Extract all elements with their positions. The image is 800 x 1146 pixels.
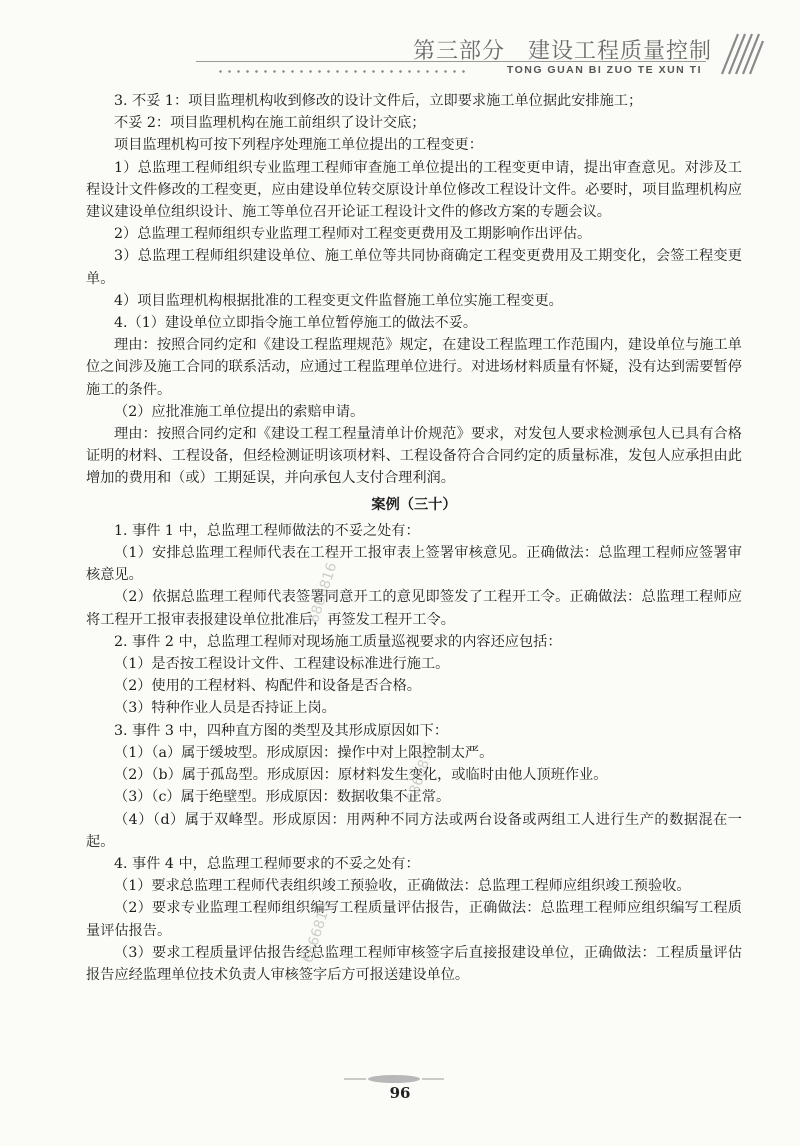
text-paragraph: 3. 不妥 1：项目监理机构收到修改的设计文件后，立即要求施工单位据此安排施工； [114,93,643,109]
text-paragraph: （1）是否按工程设计文件、工程建设标准进行施工。 [114,656,450,673]
text-paragraph: （1）（a）属于缓坡型。形成原因：操作中对上限控制太严。 [114,744,494,761]
text-paragraph: （1）安排总监理工程师代表在工程开工报审表上签署审核意见。正确做法：总监理工程师应签署审核意见。 [86,545,742,584]
watermark: 6866816 [306,560,341,625]
page-header [0,0,800,92]
text-paragraph: （3）要求工程质量评估报告经总监理工程师审核签字后直接报建设单位，正确做法：工程质量评估报告应经监理单位技术负责人审核签字后方可报送建设单位。 [86,944,742,983]
text-paragraph: 1）总监理工程师组织专业监理工程师审查施工单位提出的工程变更申请，提出审查意见。对涉及工程设计文件修改的工程变更，应由建设单位转交原设计单位修改工程设计文件。必要时，项目监理机构应建议建设单位组织设计、施工等单位召开论证工程设计文件的修改方案的专题会议。 [86,159,742,221]
text-paragraph: 4）项目监理机构根据批准的工程变更文件监督施工单位实施工程变更。 [114,292,563,309]
header-dotted-line [216,70,466,73]
text-paragraph: 1. 事件 1 中，总监理工程师做法的不妥之处有： [114,522,420,539]
text-paragraph: （2）使用的工程材料、构配件和设备是否合格。 [114,678,421,695]
text-paragraph: （2）依据总监理工程师代表签署同意开工的意见即签发了工程开工令。正确做法：总监理工程师应将工程开工报审表报建设单位批准后，再签发工程开工令。 [86,589,742,628]
text-paragraph: （3）（c）属于绝壁型。形成原因：数据收集不正常。 [114,789,451,806]
text-paragraph: （2）（b）属于孤岛型。形成原因：原材料发生变化，或临时由他人顶班作业。 [114,767,608,784]
text-paragraph: 理由：按照合同约定和《建设工程工程量清单计价规范》要求，对发包人要求检测承包人已具有合格证明的材料、工程设备，但经检测证明该项材料、工程设备符合合同约定的质量标准，发包人应承担由此增加的费用和（或）工期延误，并向承包人支付合理利润。 [86,426,742,487]
section-subtitle: TONG GUAN BI ZUO TE XUN TI [506,64,702,76]
text-paragraph: （4）（d）属于双峰型。形成原因：用两种不同方法或两台设备或两组工人进行生产的数据混在一起。 [86,811,742,850]
text-paragraph: 3. 事件 3 中，四种直方图的类型及其形成原因如下： [114,722,449,739]
text-paragraph: 2. 事件 2 中，总监理工程师对现场施工质量巡视要求的内容还应包括： [114,633,562,650]
text-paragraph: 2）总监理工程师组织专业监理工程师对工程变更费用及工期影响作出评估。 [114,226,592,243]
text-paragraph: （1）要求总监理工程师代表组织竣工预验收，正确做法：总监理工程师应组织竣工预验收。 [114,878,691,895]
text-paragraph: （2）应批准施工单位提出的索赔申请。 [114,403,365,420]
header-stripes-icon [716,30,764,78]
answer-text-body [86,90,742,986]
text-paragraph: 4.（1）建设单位立即指令施工单位暂停施工的做法不妥。 [114,315,478,332]
page-number: 96 [389,1084,411,1102]
case-title: 案例（三十） [371,496,457,513]
text-paragraph: 理由：按照合同约定和《建设工程监理规范》规定，在建设工程监理工作范围内，建设单位与施工单位之间涉及施工合同的联系活动，应通过工程监理单位进行。对进场材料质量有怀疑，没有达到需要暂停施工的条件。 [86,337,742,398]
text-paragraph: 4. 事件 4 中，总监理工程师要求的不妥之处有： [114,855,420,872]
watermark: 6866816 [300,900,335,965]
text-paragraph: （3）特种作业人员是否持证上岗。 [114,700,336,717]
watermark: 6866816 [404,740,439,805]
text-paragraph: 不妥 2：项目监理机构在施工前组织了设计交底； [114,115,426,132]
text-paragraph: 3）总监理工程师组织建设单位、施工单位等共同协商确定工程变更费用及工期变化，会签工程变更单。 [86,248,742,287]
text-paragraph: 项目监理机构可按下列程序处理施工单位提出的工程变更： [114,137,483,154]
text-paragraph: （2）要求专业监理工程师组织编写工程质量评估报告，正确做法：总监理工程师应组织编写工程质量评估报告。 [86,900,742,939]
section-title: 第三部分 建设工程质量控制 [412,39,712,64]
